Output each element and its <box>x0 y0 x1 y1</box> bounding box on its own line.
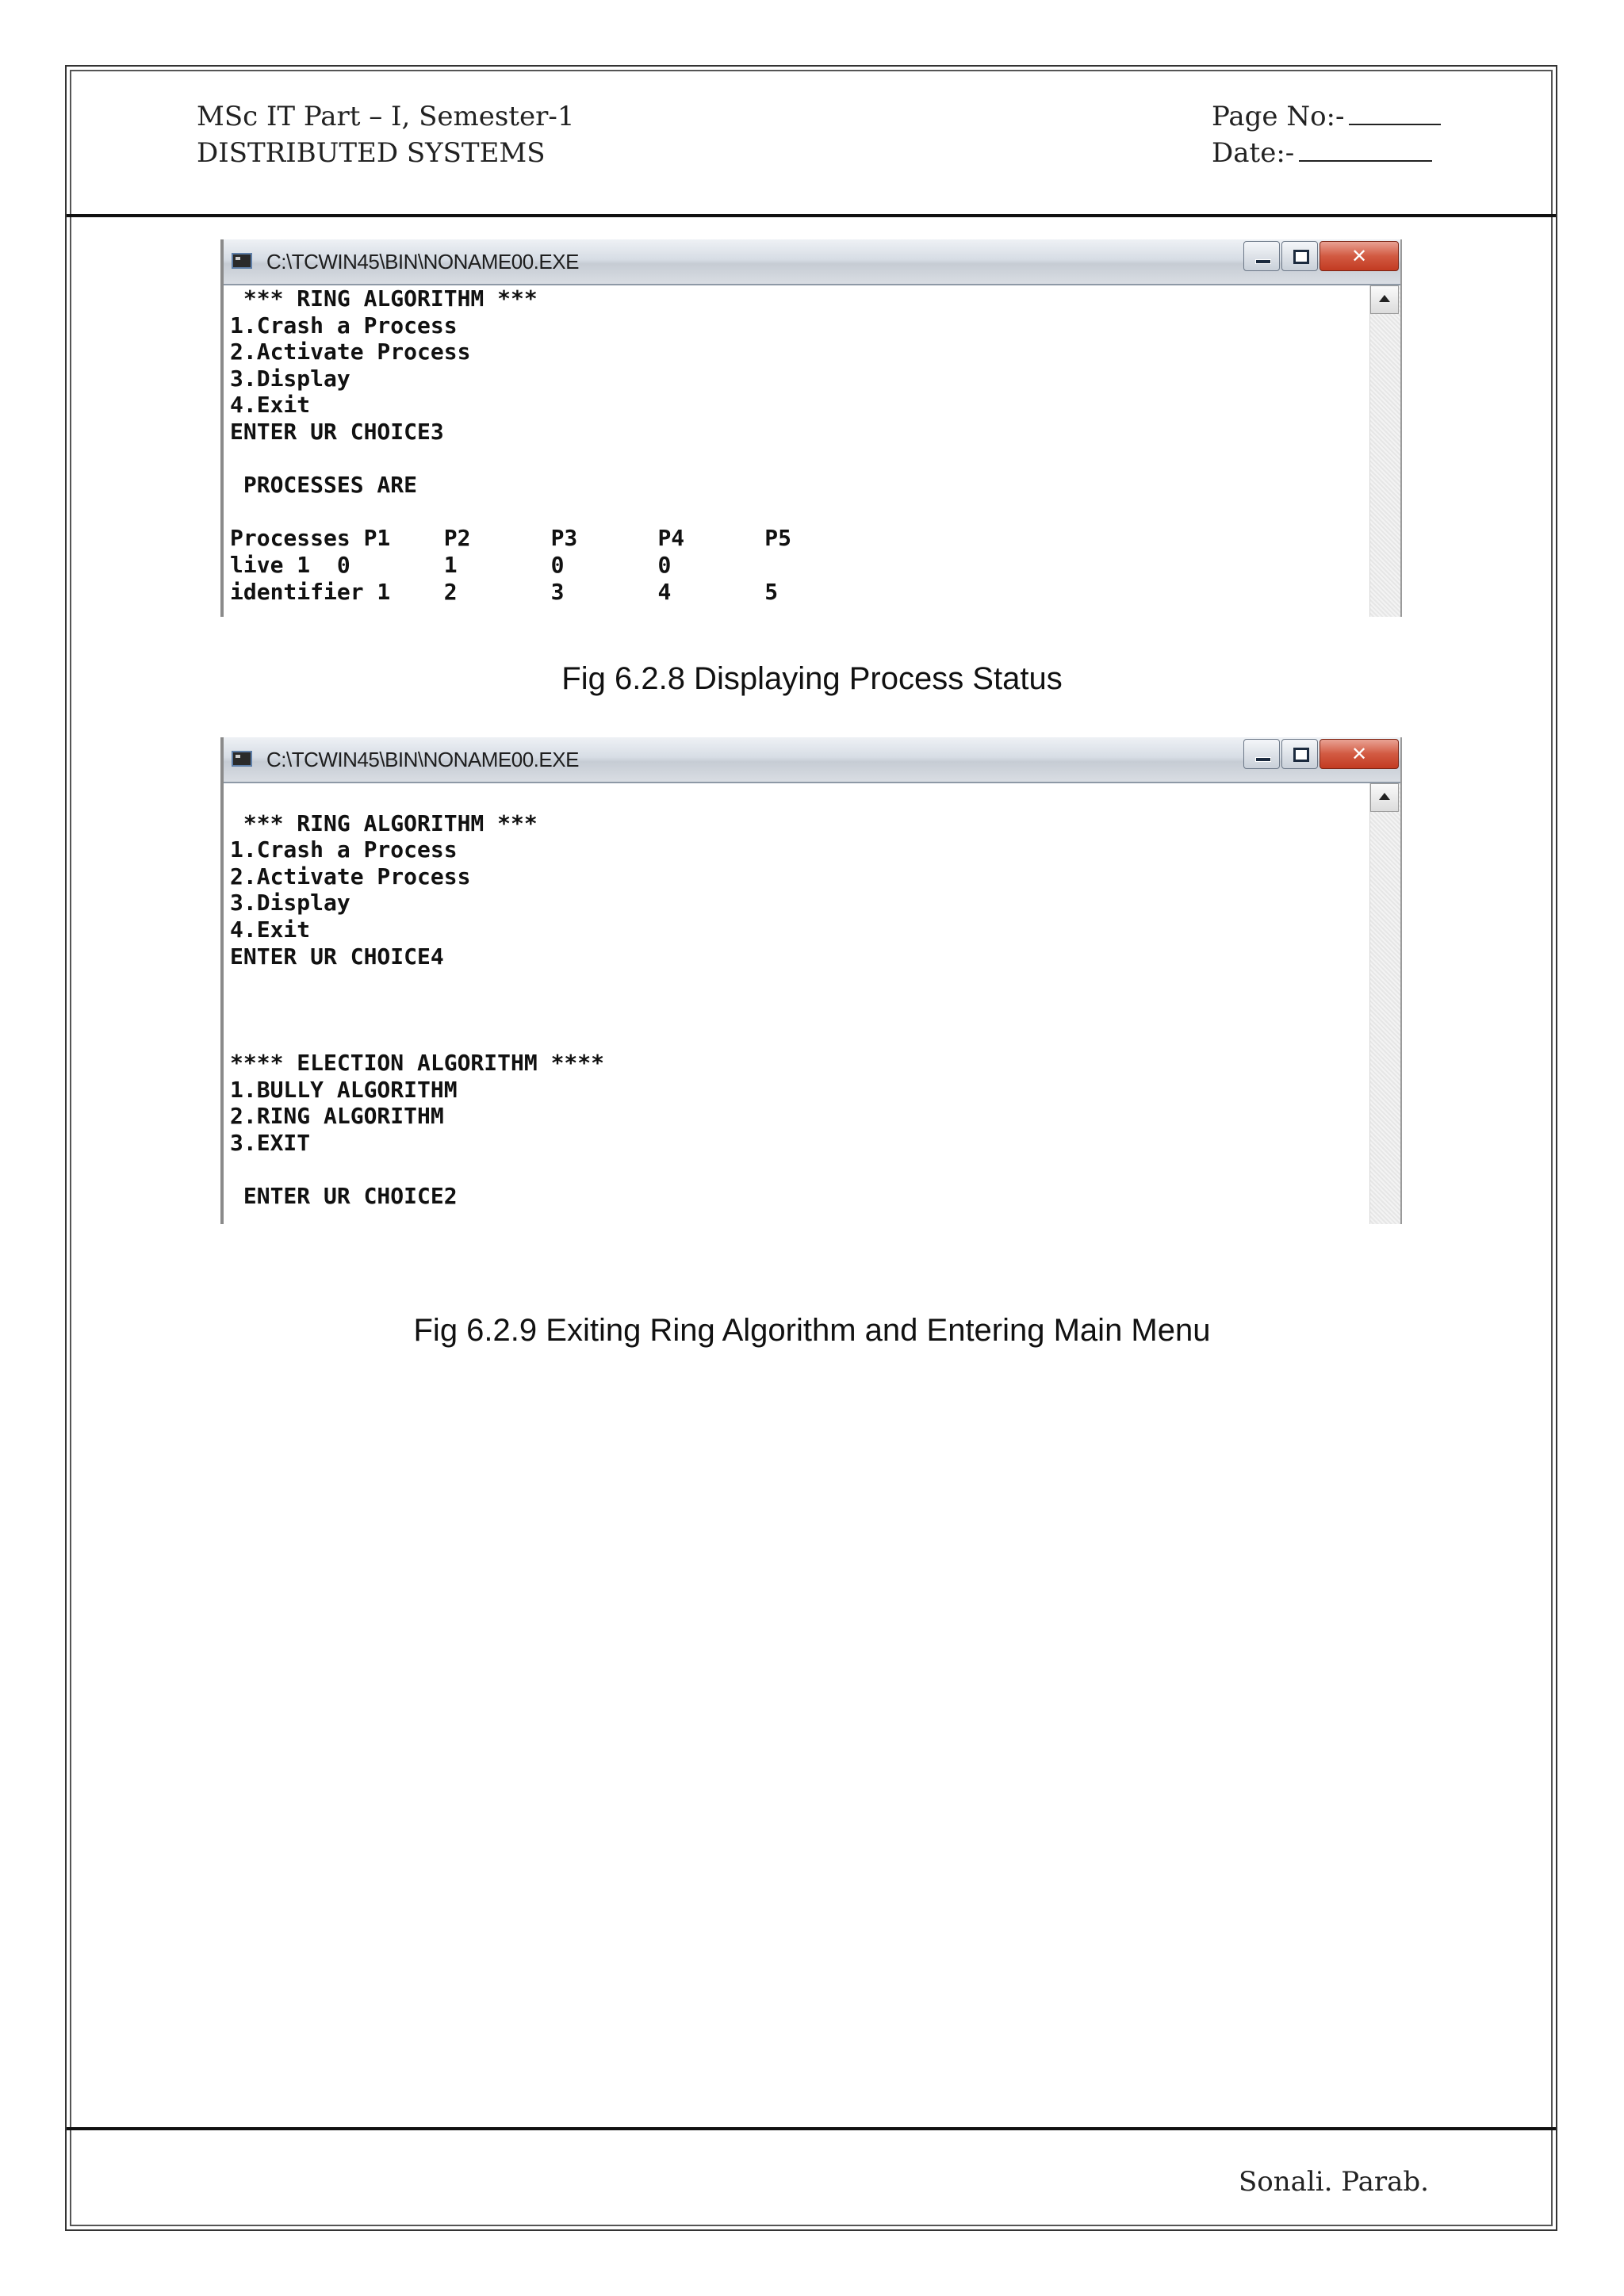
date-label: Date:- <box>1212 137 1295 169</box>
minimize-button[interactable] <box>1243 241 1280 271</box>
footer-divider <box>67 2127 1556 2130</box>
console-body[interactable] <box>224 285 1400 617</box>
window-titlebar[interactable] <box>224 239 1400 285</box>
console-body[interactable] <box>224 783 1400 1224</box>
console-output: *** RING ALGORITHM *** 1.Crash a Process 2.Activate Process 3.Display 4.Exit ENTER UR CHOICE3 PROCESSES ARE Processes P1 P2 P3 P4 P5 live 1 0 1 0 0 identifier 1 2 3 4 5 <box>230 285 792 605</box>
vertical-scrollbar[interactable] <box>1369 285 1400 617</box>
scroll-up-arrow-icon[interactable] <box>1370 783 1399 812</box>
scroll-up-arrow-icon[interactable] <box>1370 285 1399 314</box>
maximize-icon <box>1293 250 1309 264</box>
close-button[interactable] <box>1320 739 1399 769</box>
console-output: *** RING ALGORITHM *** 1.Crash a Process 2.Activate Process 3.Display 4.Exit ENTER UR CHOICE4 **** ELECTION ALGORITHM **** 1.BULLY ALGORITHM 2.RING ALGORITHM 3.EXIT ENTER UR CHOICE2 <box>230 809 605 1209</box>
window-controls <box>1242 241 1399 273</box>
close-icon: ✕ <box>1350 245 1368 267</box>
minimize-button[interactable] <box>1243 739 1280 769</box>
author-name: Sonali. Parab. <box>1238 2166 1429 2198</box>
window-title: C:\TCWIN45\BIN\NONAME00.EXE <box>266 250 579 274</box>
console-window-2 <box>220 737 1402 1224</box>
page-no-blank <box>1349 100 1441 125</box>
figure-caption-2: Fig 6.2.9 Exiting Ring Algorithm and Entering Main Menu <box>413 1313 1211 1348</box>
header-right <box>1212 98 1441 171</box>
page-no-label: Page No:- <box>1212 101 1345 132</box>
close-button[interactable] <box>1320 241 1399 271</box>
window-titlebar[interactable] <box>224 737 1400 783</box>
figure-caption-1: Fig 6.2.8 Displaying Process Status <box>561 661 1063 696</box>
console-app-icon[interactable] <box>232 253 252 269</box>
date-blank <box>1299 136 1432 162</box>
header-divider <box>67 214 1556 217</box>
vertical-scrollbar[interactable] <box>1369 783 1400 1224</box>
minimize-icon <box>1255 259 1271 264</box>
header-left <box>197 98 574 171</box>
console-app-icon[interactable] <box>232 751 252 767</box>
subject-label: DISTRIBUTED SYSTEMS <box>197 137 546 169</box>
console-window-1 <box>220 239 1402 617</box>
maximize-button[interactable] <box>1281 739 1318 769</box>
course-label: MSc IT Part – I, Semester-1 <box>197 101 575 132</box>
window-controls <box>1242 739 1399 771</box>
page-no-row <box>1212 98 1441 135</box>
close-icon: ✕ <box>1350 743 1368 765</box>
window-title: C:\TCWIN45\BIN\NONAME00.EXE <box>266 748 579 771</box>
maximize-icon <box>1293 748 1309 762</box>
maximize-button[interactable] <box>1281 241 1318 271</box>
minimize-icon <box>1255 757 1271 762</box>
date-row <box>1212 135 1441 171</box>
